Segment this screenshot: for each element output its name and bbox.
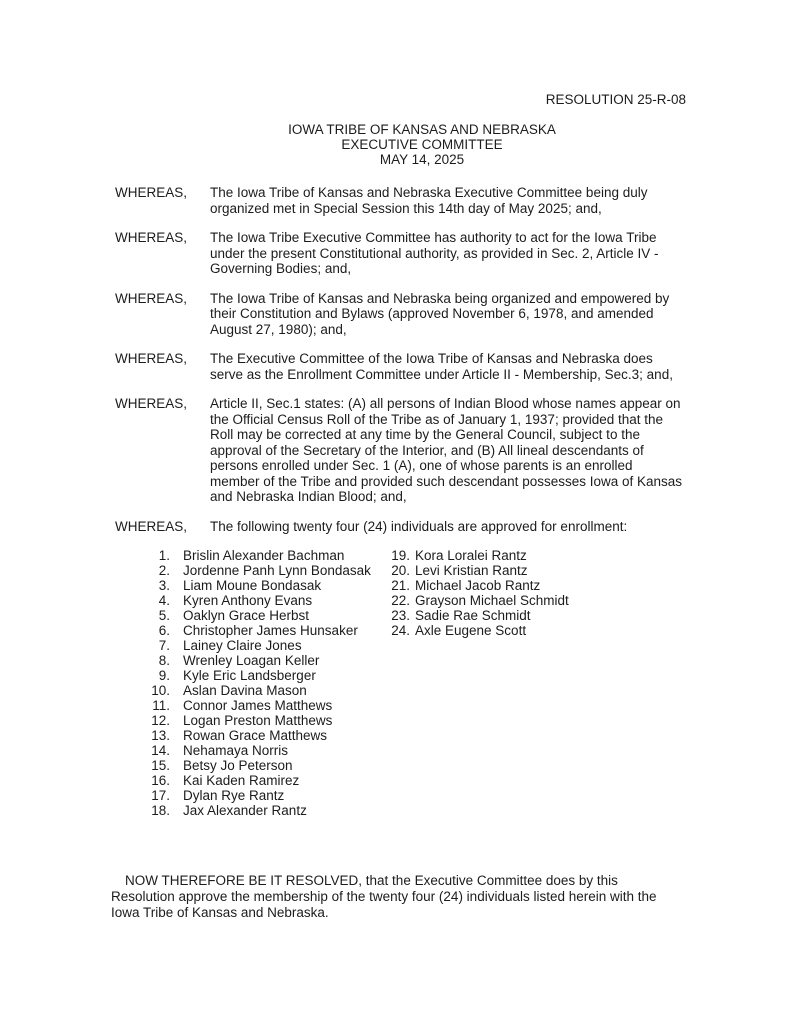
list-item-number: 12. [151,713,170,728]
list-item-number: 1. [158,548,170,563]
enrollee-name: Christopher James Hunsaker [183,623,358,638]
whereas-label: WHEREAS, [115,230,188,245]
list-item [144,638,378,653]
list-item [388,608,569,623]
whereas-clause-1 [113,185,683,216]
title-organization: IOWA TRIBE OF KANSAS AND NEBRASKA [288,122,556,137]
enrollee-name: Grayson Michael Schmidt [415,593,569,608]
list-item-number: 4. [158,593,170,608]
list-item-number: 3. [158,578,170,593]
enrollee-name: Rowan Grace Matthews [183,728,328,743]
enrollee-name: Sadie Rae Schmidt [415,608,531,623]
enrollment-list [144,548,683,818]
document-title [113,122,731,167]
list-item [144,548,378,563]
whereas-label: WHEREAS, [115,351,188,366]
list-item [388,578,569,593]
whereas-text: The Iowa Tribe of Kansas and Nebraska being organized and empowered by their Constitution and Bylaws (approved November 6, 1978, and amended August 27, 1980); and, [210,290,670,337]
whereas-clause-2 [113,230,683,277]
list-item [144,668,378,683]
list-item-number: 5. [158,608,170,623]
enrollee-name: Logan Preston Matthews [183,713,333,728]
enrollee-name: Aslan Davina Mason [183,683,307,698]
whereas-text: The Iowa Tribe Executive Committee has authority to act for the Iowa Tribe under the present Constitutional authority, as provided in Sec. 2, Article IV - Governing Bodies; and, [210,230,659,276]
whereas-text: The Executive Committee of the Iowa Tribe of Kansas and Nebraska does serve as the Enrollment Committee under Article II - Membership, Sec.3; and, [210,351,673,382]
list-item [144,728,378,743]
list-item-number: 6. [158,623,170,638]
list-item [388,593,569,608]
enrollee-name: Connor James Matthews [183,698,333,713]
enrollee-name: Kyle Eric Landsberger [183,668,316,683]
list-item [144,623,378,638]
enrollee-name: Nehamaya Norris [183,743,289,758]
list-item-number: 19. [391,548,410,563]
whereas-label: WHEREAS, [115,290,188,306]
whereas-clause-4 [113,351,683,382]
list-item [144,758,378,773]
list-item-number: 20. [391,563,410,578]
resolution-number: RESOLUTION 25-R-08 [545,92,686,107]
enrollment-column-right [388,548,569,818]
enrollee-name: Levi Kristian Rantz [415,563,528,578]
list-item-number: 22. [391,593,410,608]
list-item [144,803,378,818]
enrollee-name: Kyren Anthony Evans [183,593,313,608]
list-item [144,788,378,803]
list-item [144,578,378,593]
enrollee-name: Jordenne Panh Lynn Bondasak [183,563,371,578]
whereas-clause-6 [113,519,683,535]
enrollee-name: Michael Jacob Rantz [415,578,541,593]
whereas-text: The Iowa Tribe of Kansas and Nebraska Executive Committee being duly organized met in Special Session this 14th day of May 2025; and, [210,185,648,216]
enrollee-name: Lainey Claire Jones [183,638,302,653]
enrollee-name: Kai Kaden Ramirez [183,773,300,788]
list-item-number: 2. [158,563,170,578]
whereas-label: WHEREAS, [115,396,188,411]
whereas-text: Article II, Sec.1 states: (A) all persons of Indian Blood whose names appear on the Official Census Roll of the Tribe as of January 1, 1937; provided that the Roll may be corrected at any time by the General Council, subject to the approval of the Secretary of the Interior, and (B) All lineal descendants of persons enrolled under Sec. 1 (A), one of whose parents is an enrolled member of the Tribe and provided such descendant possesses Iowa of Kansas and Nebraska Indian Blood; and, [210,396,683,504]
whereas-clause-5 [113,396,683,505]
enrollee-name: Wrenley Loagan Keller [183,653,320,668]
list-item [144,698,378,713]
enrollee-name: Liam Moune Bondasak [183,578,322,593]
list-item-number: 13. [151,728,170,743]
list-item-number: 7. [158,638,170,653]
title-date: MAY 14, 2025 [379,152,465,167]
enrollee-name: Oaklyn Grace Herbst [183,608,310,623]
whereas-label: WHEREAS, [115,185,188,200]
enrollee-name: Brislin Alexander Bachman [183,548,345,563]
list-item [388,563,569,578]
list-item-number: 18. [151,803,170,818]
list-item [144,653,378,668]
enrollee-name: Kora Loralei Rantz [415,548,527,563]
list-item [144,773,378,788]
list-item-number: 15. [151,758,170,773]
enrollee-name: Betsy Jo Peterson [183,758,293,773]
list-item [388,623,569,638]
list-item [144,683,378,698]
list-item [144,593,378,608]
list-item-number: 14. [151,743,170,758]
enrollment-column-left [144,548,378,818]
list-item-number: 9. [158,668,170,683]
whereas-label: WHEREAS, [115,518,188,534]
list-item-number: 8. [158,653,170,668]
list-item [388,548,569,563]
resolved-paragraph: NOW THEREFORE BE IT RESOLVED, that the Executive Committee does by this Resolution approve the membership of the twenty four (24) individuals listed herein with the Iowa Tribe of Kansas and Nebraska. [111,873,657,920]
enrollee-name: Dylan Rye Rantz [183,788,285,803]
list-item-number: 24. [391,623,410,638]
list-item-number: 11. [152,698,170,713]
list-item [144,608,378,623]
list-item-number: 16. [151,773,170,788]
enrollee-name: Jax Alexander Rantz [183,803,307,818]
list-item [144,713,378,728]
whereas-clause-3 [113,291,683,338]
list-item-number: 17. [151,788,170,803]
list-item-number: 21. [391,578,410,593]
list-item [144,743,378,758]
list-item-number: 23. [391,608,410,623]
enrollee-name: Axle Eugene Scott [415,623,527,638]
title-committee: EXECUTIVE COMMITTEE [341,137,503,152]
list-item [144,563,378,578]
whereas-text: The following twenty four (24) individuals are approved for enrollment: [210,518,628,534]
list-item-number: 10. [151,683,170,698]
